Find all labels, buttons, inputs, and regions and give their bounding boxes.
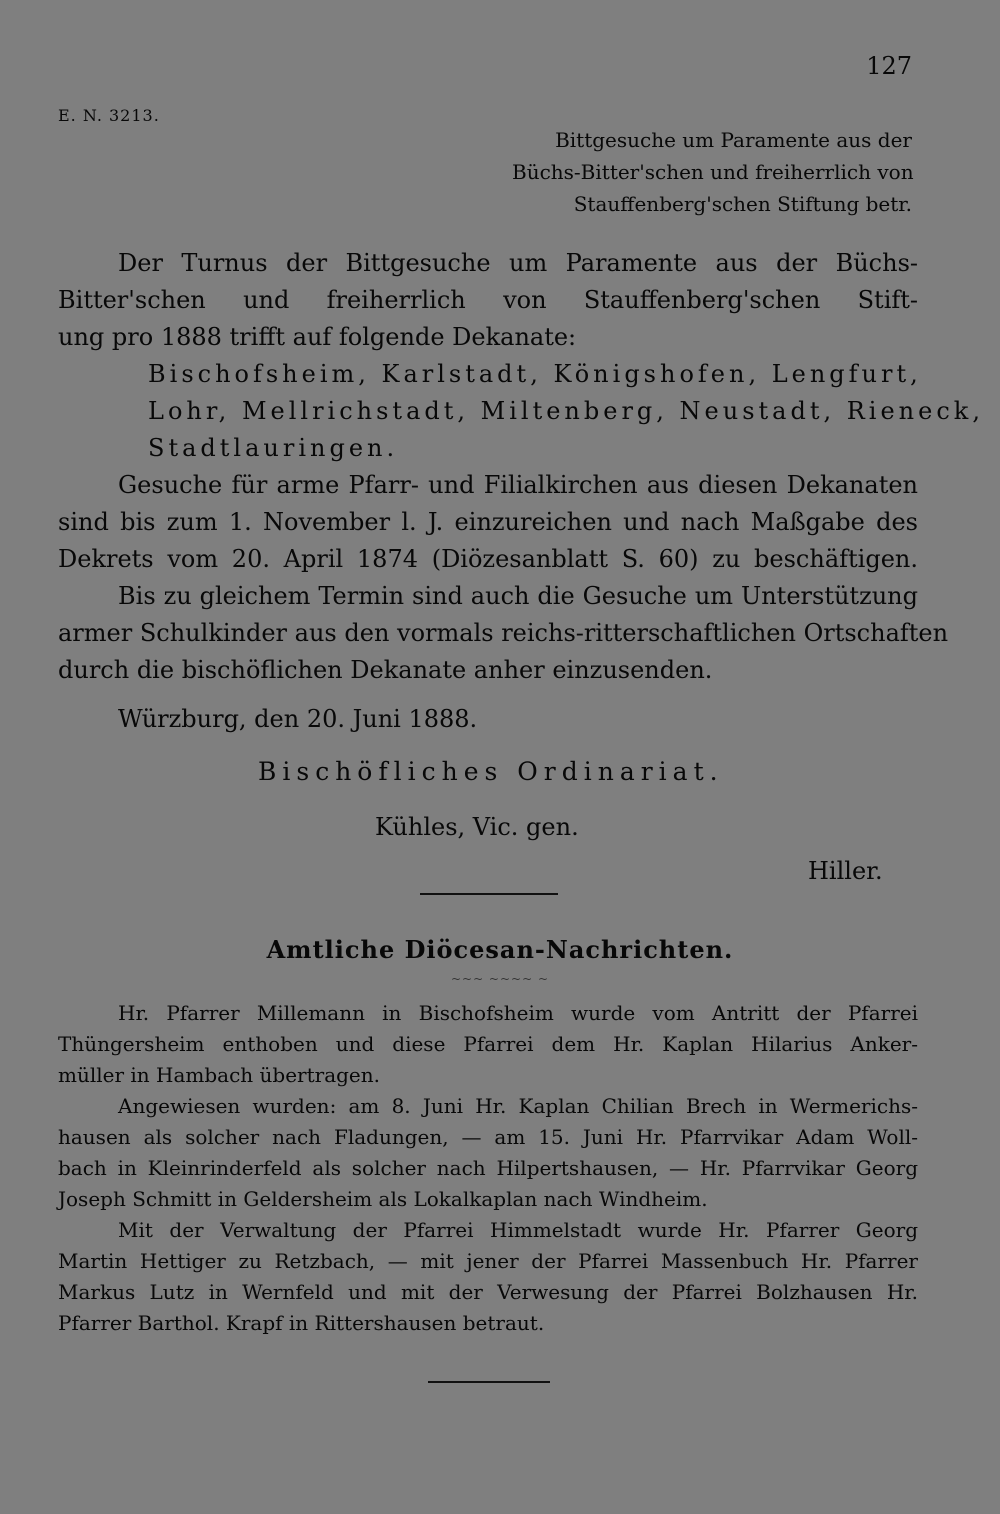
section-title: Amtliche Diöcesan-Nachrichten. <box>266 935 734 964</box>
text-line: ung pro 1888 trifft auf folgende Dekanate: <box>58 323 577 351</box>
deanery-list-line: Bischofsheim, Karlstadt, Königshofen, Lengfurt, <box>148 360 922 388</box>
text-line: Mit der Verwaltung der Pfarrei Himmelstadt wurde Hr. Pfarrer Georg <box>118 1218 918 1242</box>
diocesan-notices <box>58 998 918 1339</box>
text-line: bach in Kleinrinderfeld als solcher nach Hilpertshausen, — Hr. Pfarrvikar Georg <box>58 1156 918 1180</box>
signature-vicar-general: Kühles, Vic. gen. <box>375 813 579 841</box>
text-line: hausen als solcher nach Fladungen, — am 15. Juni Hr. Pfarrvikar Adam Woll- <box>58 1125 918 1149</box>
text-line: Gesuche für arme Pfarr- und Filialkirchen aus diesen Dekanaten <box>118 471 918 499</box>
subject-line: Stauffenberg'schen Stiftung betr. <box>573 192 912 216</box>
dateline: Würzburg, den 20. Juni 1888. <box>118 705 478 733</box>
text-line: Der Turnus der Bittgesuche um Paramente aus der Büchs- <box>118 249 918 277</box>
divider-rule <box>420 893 558 895</box>
text-line: Pfarrer Barthol. Krapf in Rittershausen betraut. <box>58 1311 545 1335</box>
text-line: sind bis zum 1. November l. J. einzureichen und nach Maßgabe des <box>58 508 918 536</box>
text-line: Angewiesen wurden: am 8. Juni Hr. Kaplan Chilian Brech in Wermerichs- <box>118 1094 918 1118</box>
issuing-authority: Bischöfliches Ordinariat. <box>258 757 724 786</box>
subject-line: Bittgesuche um Paramente aus der <box>555 128 912 152</box>
text-line: Martin Hettiger zu Retzbach, — mit jener der Pfarrei Massenbuch Hr. Pfarrer <box>58 1249 918 1273</box>
text-line: Thüngersheim enthoben und diese Pfarrei dem Hr. Kaplan Hilarius Anker- <box>58 1032 918 1056</box>
ornament-line: ~~~ ~~~~ ~ <box>450 972 550 986</box>
subject-line: Büchs-Bitter'schen und freiherrlich von <box>512 160 914 184</box>
text-line: Markus Lutz in Wernfeld und mit der Verwesung der Pfarrei Bolzhausen Hr. <box>58 1280 918 1304</box>
subject-heading <box>512 124 912 220</box>
announcement-body <box>58 245 984 689</box>
text-line: Dekrets vom 20. April 1874 (Diözesanblatt S. 60) zu beschäftigen. <box>58 545 918 573</box>
text-line: müller in Hambach übertragen. <box>58 1063 381 1087</box>
text-line: Bitter'schen und freiherrlich von Stauffenberg'schen Stift- <box>58 286 918 314</box>
text-line: durch die bischöflichen Dekanate anher einzusenden. <box>58 656 713 684</box>
text-line: Hr. Pfarrer Millemann in Bischofsheim wurde vom Antritt der Pfarrei <box>118 1001 918 1025</box>
text-line: armer Schulkinder aus den vormals reichs-ritterschaftlichen Ortschaften <box>58 619 949 647</box>
divider-rule <box>428 1381 550 1383</box>
signature-secretary: Hiller. <box>808 857 883 885</box>
text-line: Joseph Schmitt in Geldersheim als Lokalkaplan nach Windheim. <box>58 1187 708 1211</box>
deanery-list-line: Stadtlauringen. <box>148 434 399 462</box>
page-number: 127 <box>866 52 912 80</box>
reference-number: E. N. 3213. <box>58 106 160 125</box>
text-line: Bis zu gleichem Termin sind auch die Gesuche um Unterstützung <box>118 582 918 610</box>
deanery-list-line: Lohr, Mellrichstadt, Miltenberg, Neustadt, Rieneck, <box>148 397 984 425</box>
